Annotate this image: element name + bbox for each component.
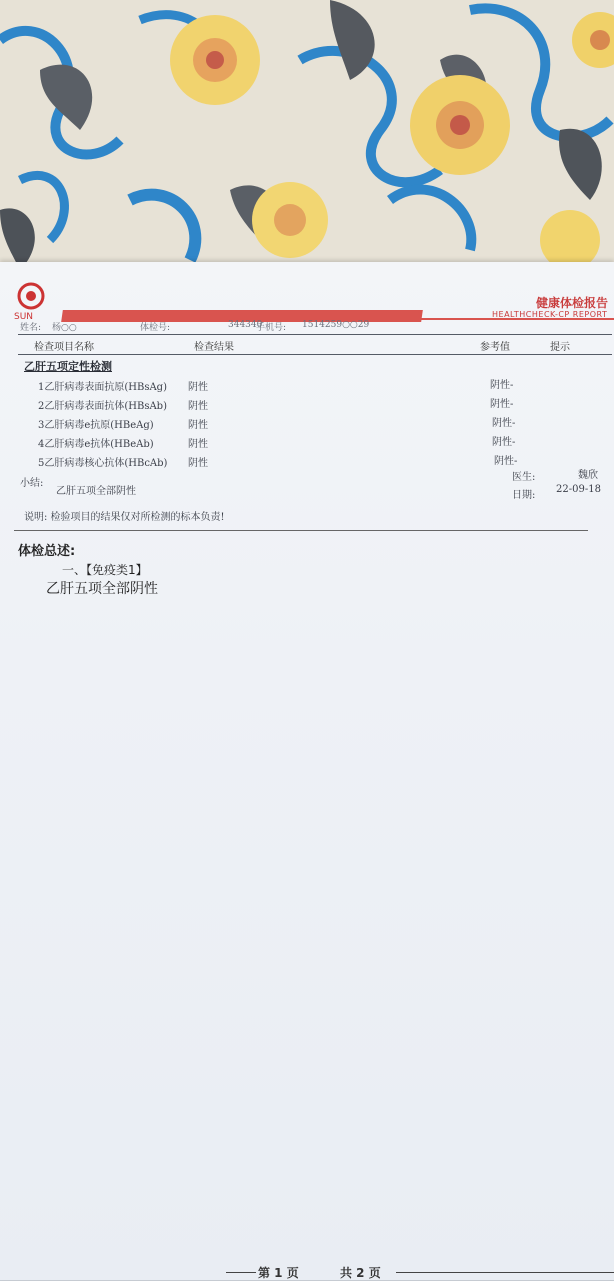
col-header-item: 检查项目名称 <box>34 342 94 353</box>
name-value: 杨○○ <box>52 323 77 333</box>
conclusion-text: 乙肝五项全部阴性 <box>56 486 136 497</box>
report-sheet <box>0 262 614 1280</box>
table-row-item: 1乙肝病毒表面抗原(HBsAg) <box>38 382 167 393</box>
col-header-ref: 参考值 <box>480 342 510 353</box>
table-row-item: 3乙肝病毒e抗原(HBeAg) <box>38 420 154 431</box>
col-header-result: 检查结果 <box>194 342 234 353</box>
table-top-rule <box>18 334 612 335</box>
table-row-ref: 阴性- <box>492 418 516 429</box>
col-header-hint: 提示 <box>550 342 570 353</box>
table-row-item: 5乙肝病毒核心抗体(HBcAb) <box>38 458 168 469</box>
report-subtitle: HEALTHCHECK-CP REPORT <box>492 310 608 319</box>
tablecloth-background <box>0 0 614 290</box>
table-row-ref: 阴性- <box>490 399 514 410</box>
floral-pattern <box>0 0 614 290</box>
table-row-item: 2乙肝病毒表面抗体(HBsAb) <box>38 401 167 412</box>
section-title: 乙肝五项定性检测 <box>24 360 112 373</box>
doctor-name: 魏欣 <box>578 470 598 481</box>
phone-label: 手机号: <box>256 323 287 333</box>
table-row-item: 4乙肝病毒e抗体(HBeAb) <box>38 439 154 450</box>
summary-divider <box>14 530 588 531</box>
doctor-label: 医生: <box>512 472 536 483</box>
footer-page: 第 1 页 <box>258 1266 299 1280</box>
name-label: 姓名: <box>20 323 42 333</box>
date-value: 22-09-18 <box>556 484 601 495</box>
summary-category: 一、【免疫类1】 <box>62 563 148 577</box>
exam-no-value: 344340 <box>228 320 263 330</box>
table-row-ref: 阴性- <box>492 437 516 448</box>
table-row-result: 阴性 <box>188 458 208 469</box>
phone-value: 1514259○○29 <box>302 320 370 330</box>
report-title: 健康体检报告 <box>536 296 609 310</box>
date-label: 日期: <box>512 490 536 501</box>
table-row-result: 阴性 <box>188 439 208 450</box>
disclaimer-note: 说明: 检验项目的结果仅对所检测的标本负责! <box>24 512 225 523</box>
table-row-ref: 阴性- <box>494 456 518 467</box>
hospital-logo-icon <box>14 282 48 310</box>
table-header-rule <box>18 354 612 355</box>
exam-no-label: 体检号: <box>140 323 171 333</box>
table-row-result: 阴性 <box>188 382 208 393</box>
conclusion-label: 小结: <box>20 478 44 489</box>
footer-total: 共 2 页 <box>340 1266 381 1280</box>
summary-text: 乙肝五项全部阴性 <box>46 581 158 597</box>
logo-text: SUN <box>14 312 34 322</box>
table-row-result: 阴性 <box>188 401 208 412</box>
table-row-result: 阴性 <box>188 420 208 431</box>
footer-rule-right <box>396 1272 614 1273</box>
summary-title: 体检总述: <box>18 544 76 559</box>
footer-rule-left <box>226 1272 256 1273</box>
table-row-ref: 阴性- <box>490 380 514 391</box>
